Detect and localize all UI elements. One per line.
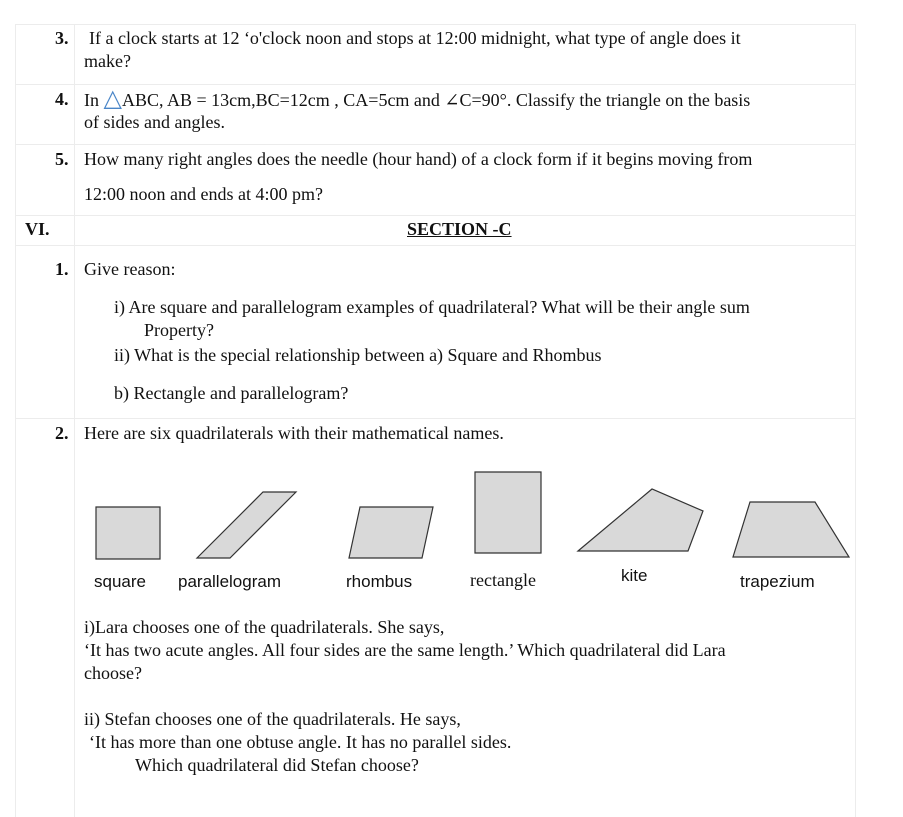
sub-question-text: Which quadrilateral did Stefan choose? xyxy=(135,755,419,775)
question-text-body: ABC, AB = 13cm,BC=12cm , CA=5cm and ∠C=90°. Classify the triangle on the basis xyxy=(121,90,751,110)
section-title: SECTION -C xyxy=(407,219,512,239)
question-number: 1. xyxy=(55,259,69,279)
trapezium-shape xyxy=(733,502,849,557)
sub-question-text: b) Rectangle and parallelogram? xyxy=(114,383,349,403)
question-text: make? xyxy=(84,51,131,71)
kite-shape xyxy=(578,489,703,551)
shape-label-trapezium: trapezium xyxy=(740,572,815,591)
section-roman-numeral: VI. xyxy=(25,219,50,239)
question-number: 3. xyxy=(55,28,69,48)
question-text: of sides and angles. xyxy=(84,112,225,132)
sub-question-text: ‘It has two acute angles. All four sides are the same length.’ Which quadrilateral did Lara xyxy=(84,640,726,660)
sub-question-text: i)Lara chooses one of the quadrilaterals. She says, xyxy=(84,617,445,637)
shape-label-rectangle: rectangle xyxy=(470,570,536,590)
sub-question-text: ii) What is the special relationship between a) Square and Rhombus xyxy=(114,345,602,365)
square-shape xyxy=(96,507,160,559)
sub-question-text: i) Are square and parallelogram examples of quadrilateral? What will be their angle sum xyxy=(114,297,750,317)
parallelogram-shape xyxy=(197,492,296,558)
shape-label-rhombus: rhombus xyxy=(346,572,413,591)
question-text-prefix: In xyxy=(84,90,104,110)
sub-question-text: ii) Stefan chooses one of the quadrilaterals. He says, xyxy=(84,709,461,729)
rectangle-shape xyxy=(475,472,541,553)
triangle-icon: △ xyxy=(103,86,122,112)
shape-label-square: square xyxy=(94,572,146,591)
sub-question-text: ‘It has more than one obtuse angle. It has no parallel sides. xyxy=(89,732,512,752)
question-text: 12:00 noon and ends at 4:00 pm? xyxy=(84,184,323,204)
shape-label-kite: kite xyxy=(621,566,648,585)
question-number: 2. xyxy=(55,423,69,443)
sub-question-text: Property? xyxy=(144,320,214,340)
shape-label-parallelogram: parallelogram xyxy=(178,572,281,591)
sub-question-text: choose? xyxy=(84,663,142,683)
question-text: How many right angles does the needle (hour hand) of a clock form if it begins moving from xyxy=(84,149,753,169)
question-text: Here are six quadrilaterals with their mathematical names. xyxy=(84,423,504,443)
question-text: Give reason: xyxy=(84,259,176,279)
question-number: 5. xyxy=(55,149,69,169)
rhombus-shape xyxy=(349,507,433,558)
question-number: 4. xyxy=(55,89,69,109)
question-text: If a clock starts at 12 ‘o'clock noon and stops at 12:00 midnight, what type of angle does it xyxy=(89,28,741,48)
